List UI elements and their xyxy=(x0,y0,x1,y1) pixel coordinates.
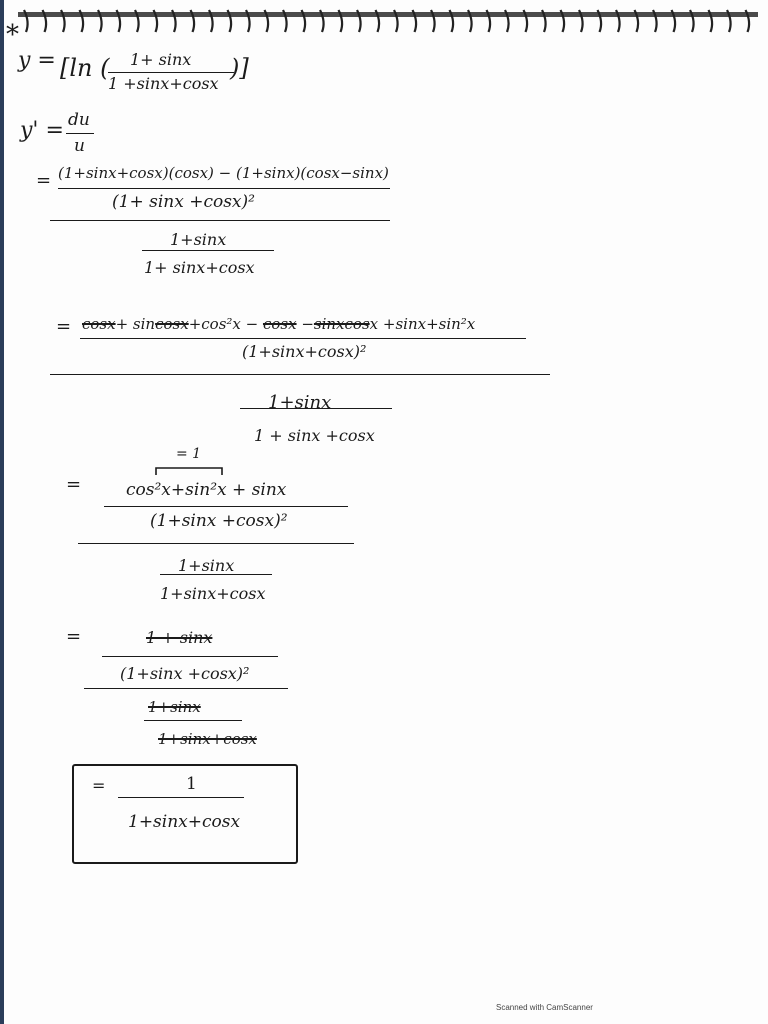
step3-numerator: cos²x+sin²x + sinx xyxy=(126,480,287,500)
step1-equals: = xyxy=(36,170,52,191)
answer-numerator: 1 xyxy=(186,774,197,794)
asterisk-marker: * xyxy=(6,20,19,50)
step4-denominator: (1+sinx +cosx)² xyxy=(120,664,250,683)
fraction-bar xyxy=(104,506,348,507)
fraction-bar xyxy=(144,720,242,721)
step3-lower-denominator: 1+sinx+cosx xyxy=(160,584,266,603)
fraction-bar xyxy=(102,656,278,657)
u-denominator: u xyxy=(74,136,85,156)
function-lhs: y = xyxy=(18,48,56,73)
step1-lower-denominator: 1+ sinx+cosx xyxy=(144,258,255,277)
main-fraction-bar xyxy=(50,220,390,221)
answer-equals: = xyxy=(92,776,106,795)
step2-numerator: cosx+ sincosx+cos²x − cosx −sinxcosx +sinx+sin²x xyxy=(82,315,476,333)
step2-equals: = xyxy=(56,316,72,337)
fraction-bar xyxy=(142,250,274,251)
spiral-binding xyxy=(18,6,758,40)
step2-lower-numerator: 1+sinx xyxy=(268,392,332,413)
step1-numerator: (1+sinx+cosx)(cosx) − (1+sinx)(cosx−sinx) xyxy=(58,164,389,182)
fraction-bar xyxy=(58,188,390,189)
step4-lower-denominator: 1+sinx+cosx xyxy=(158,730,257,748)
main-fraction-bar xyxy=(50,374,550,375)
fraction-bar xyxy=(66,133,94,134)
ln-close: )] xyxy=(230,54,249,82)
brace-annotation: = 1 xyxy=(176,446,202,462)
step2-lower-denominator: 1 + sinx +cosx xyxy=(254,426,375,445)
ln-arg-denominator: 1 +sinx+cosx xyxy=(108,74,219,93)
step2-denominator: (1+sinx+cosx)² xyxy=(242,342,367,361)
step1-denominator: (1+ sinx +cosx)² xyxy=(112,192,255,212)
du-numerator: du xyxy=(68,110,90,130)
cancelled-term: cosx xyxy=(262,315,297,333)
main-fraction-bar xyxy=(84,688,288,689)
step3-lower-numerator: 1+sinx xyxy=(178,556,235,575)
step4-numerator: 1 + sinx xyxy=(146,628,213,647)
cancelled-term: cosx xyxy=(82,315,116,333)
ln-open: [ln ( xyxy=(60,54,110,82)
fraction-bar xyxy=(108,72,234,73)
ln-arg-numerator: 1+ sinx xyxy=(130,50,192,69)
step4-lower-numerator: 1+sinx xyxy=(148,698,201,716)
notebook-edge xyxy=(0,0,4,1024)
step3-denominator: (1+sinx +cosx)² xyxy=(150,511,288,531)
fraction-bar xyxy=(160,574,272,575)
cancelled-term: sinxcos xyxy=(313,315,370,333)
step1-lower-numerator: 1+sinx xyxy=(170,230,227,249)
scanner-watermark: Scanned with CamScanner xyxy=(496,1003,593,1012)
step3-equals: = xyxy=(66,474,82,495)
brace-mark xyxy=(154,464,224,476)
fraction-bar xyxy=(240,408,392,409)
step4-equals: = xyxy=(66,626,82,647)
main-fraction-bar xyxy=(78,543,354,544)
answer-denominator: 1+sinx+cosx xyxy=(128,812,241,832)
fraction-bar xyxy=(118,797,244,798)
cancelled-term: cosx xyxy=(155,315,189,333)
derivative-lhs: y' = xyxy=(20,118,64,143)
fraction-bar xyxy=(80,338,526,339)
